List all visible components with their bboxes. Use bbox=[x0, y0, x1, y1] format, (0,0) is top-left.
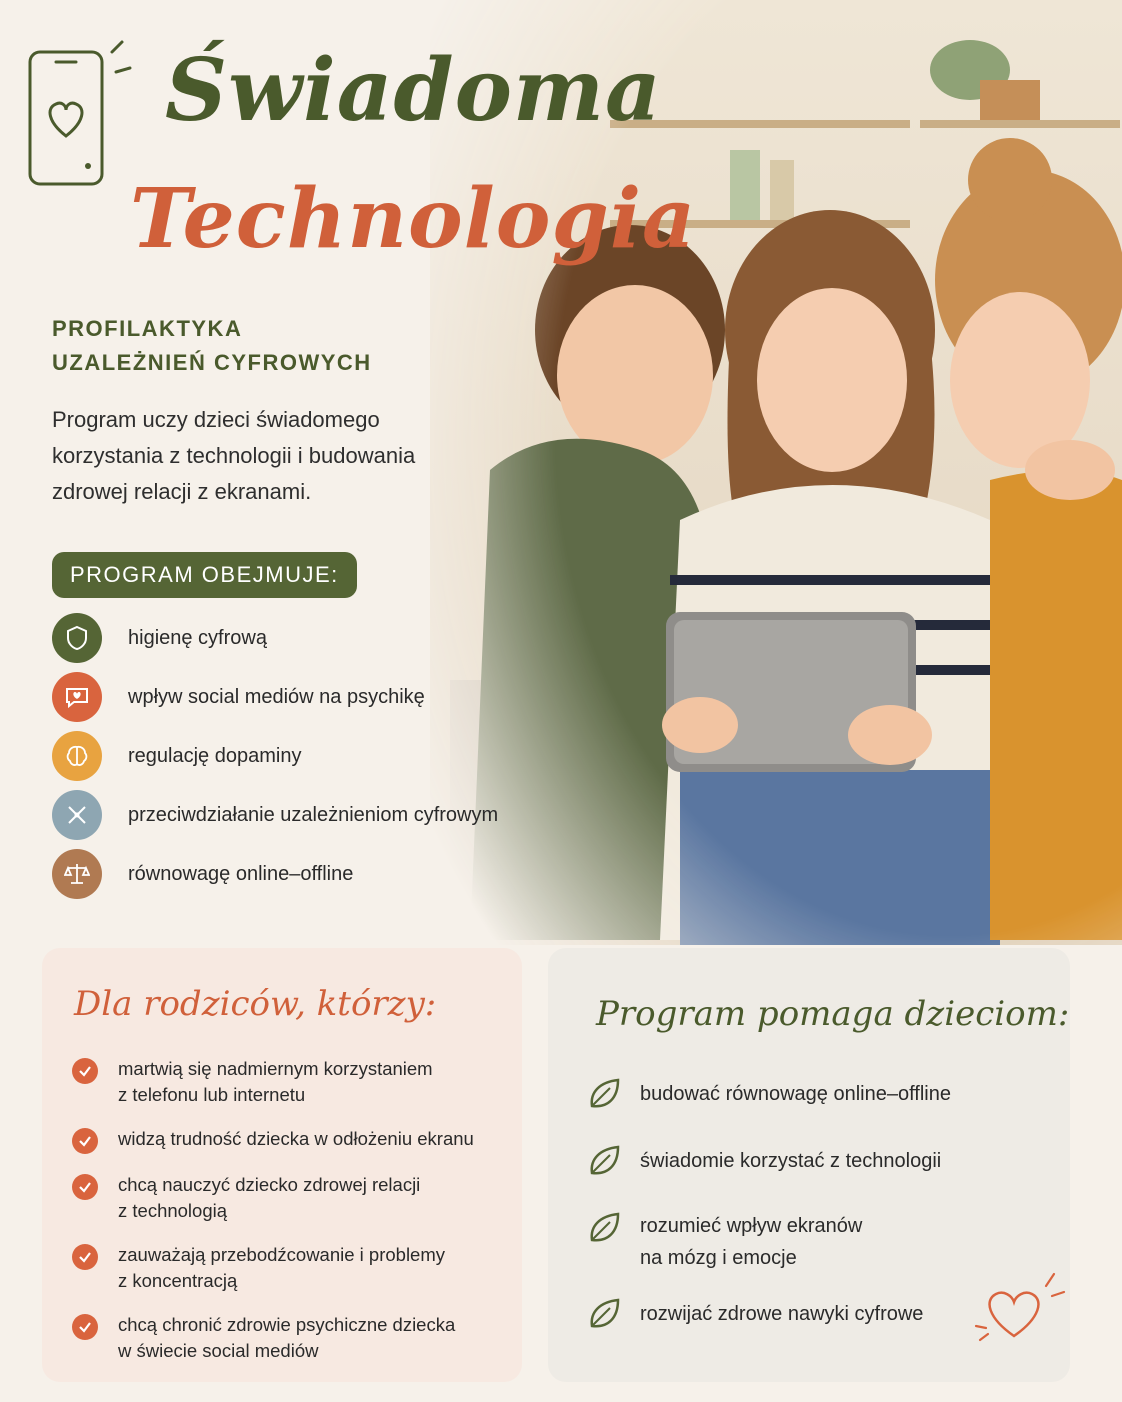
subtitle bbox=[52, 312, 372, 380]
parents-item-text bbox=[118, 1172, 420, 1224]
parents-item-line1: chcą chronić zdrowie psychiczne dziecka bbox=[118, 1314, 456, 1335]
parents-list bbox=[72, 1056, 512, 1382]
program-item-label: wpływ social mediów na psychikę bbox=[128, 685, 425, 708]
program-item bbox=[52, 613, 498, 663]
parents-item bbox=[72, 1056, 512, 1108]
title-technologia: Technologia bbox=[130, 171, 697, 267]
subtitle-line1: PROFILAKTYKA bbox=[52, 316, 243, 341]
helps-item-line2: na mózg i emocje bbox=[640, 1247, 797, 1269]
parents-item-line2: w świecie social mediów bbox=[118, 1340, 319, 1361]
parents-item-text bbox=[118, 1242, 445, 1294]
check-icon bbox=[72, 1314, 98, 1340]
program-list bbox=[52, 613, 498, 908]
helps-item-line1: rozumieć wpływ ekranów bbox=[640, 1215, 863, 1237]
cross-sparkle-icon bbox=[52, 790, 102, 840]
leaf-icon bbox=[586, 1296, 622, 1332]
program-item-label: higienę cyfrową bbox=[128, 626, 267, 649]
helps-item-text bbox=[640, 1210, 862, 1274]
scales-icon bbox=[52, 849, 102, 899]
children-tablet-photo bbox=[430, 0, 1122, 945]
check-icon bbox=[72, 1128, 98, 1154]
parents-item bbox=[72, 1126, 512, 1154]
parents-item-line2: z koncentracją bbox=[118, 1270, 238, 1291]
helps-item bbox=[586, 1143, 1046, 1179]
helps-card-title: Program pomaga dzieciom: bbox=[596, 994, 1070, 1034]
leaf-icon bbox=[586, 1143, 622, 1179]
parents-item-line2: z telefonu lub internetu bbox=[118, 1084, 306, 1105]
parents-item-line2: z technologią bbox=[118, 1200, 228, 1221]
helps-card bbox=[548, 948, 1070, 1382]
program-item-label: równowagę online–offline bbox=[128, 862, 354, 885]
program-item-label: przeciwdziałanie uzależnieniom cyfrowym bbox=[128, 803, 499, 826]
brain-icon bbox=[52, 731, 102, 781]
program-item bbox=[52, 790, 498, 840]
leaf-icon bbox=[586, 1210, 622, 1246]
parents-item-line1: martwią się nadmiernym korzystaniem bbox=[118, 1058, 433, 1079]
chat-heart-icon bbox=[52, 672, 102, 722]
parents-item-text bbox=[118, 1312, 455, 1364]
parents-item bbox=[72, 1242, 512, 1294]
phone-heart-icon bbox=[24, 38, 134, 188]
parents-card-title: Dla rodziców, którzy: bbox=[74, 984, 437, 1024]
parents-card bbox=[42, 948, 522, 1382]
title-swiadoma: Świadoma bbox=[165, 40, 662, 141]
parents-item-line1: chcą nauczyć dziecko zdrowej relacji bbox=[118, 1174, 421, 1195]
check-icon bbox=[72, 1058, 98, 1084]
helps-item-text: rozwijać zdrowe nawyki cyfrowe bbox=[640, 1303, 924, 1325]
program-item bbox=[52, 849, 498, 899]
program-description: Program uczy dzieci świadomego korzystania z technologii i budowania zdrowej relacji z ekranami. bbox=[52, 407, 416, 504]
parents-item bbox=[72, 1312, 512, 1364]
parents-item-text bbox=[118, 1126, 474, 1152]
helps-item-text: świadomie korzystać z technologii bbox=[640, 1150, 942, 1172]
parents-item-line1: widzą trudność dziecka w odłożeniu ekranu bbox=[118, 1128, 474, 1149]
program-item-label: regulację dopaminy bbox=[128, 744, 302, 767]
parents-item-text bbox=[118, 1056, 433, 1108]
parents-item bbox=[72, 1172, 512, 1224]
parents-item-line1: zauważają przebodźcowanie i problemy bbox=[118, 1244, 446, 1265]
heart-doodle-icon bbox=[970, 1264, 1066, 1354]
check-icon bbox=[72, 1174, 98, 1200]
program-heading-pill: PROGRAM OBEJMUJE: bbox=[52, 552, 357, 598]
program-item bbox=[52, 731, 498, 781]
helps-item-text: budować równowagę online–offline bbox=[640, 1083, 951, 1105]
helps-item bbox=[586, 1076, 1046, 1112]
subtitle-line2: UZALEŻNIEŃ CYFROWYCH bbox=[52, 350, 372, 375]
check-icon bbox=[72, 1244, 98, 1270]
leaf-icon bbox=[586, 1076, 622, 1112]
shield-icon bbox=[52, 613, 102, 663]
program-item bbox=[52, 672, 498, 722]
